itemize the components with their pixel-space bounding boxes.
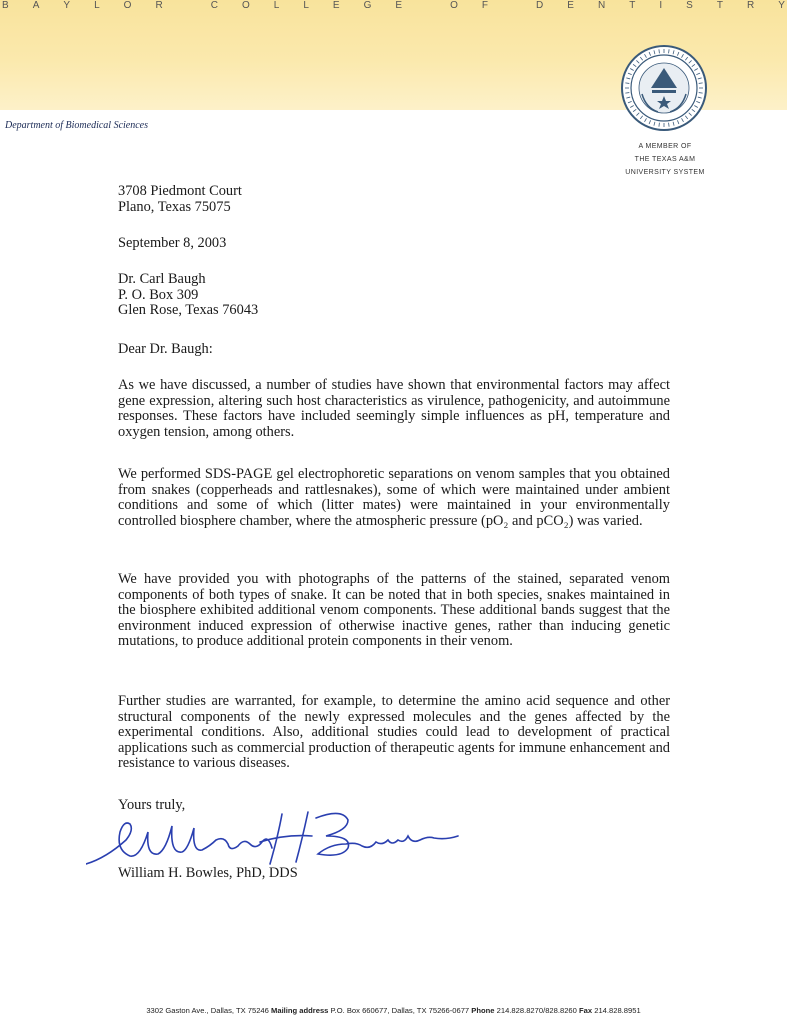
seal-tick — [669, 49, 670, 53]
footer-mailing: P.O. Box 660677, Dallas, TX 75266-0677 — [330, 1006, 470, 1015]
body-paragraph: Further studies are warranted, for example, to determine the amino acid sequence and other structural components of the newly expressed molecules and the genes affected by the experimental conditions. Also, additional studies could lead to development of practical applications such as commercial production of therapeutic agents for immune enhancement and resistance to various diseases. — [118, 693, 670, 772]
seal-tick — [669, 123, 670, 127]
footer-street: 3302 Gaston Ave., Dallas, TX 75246 — [146, 1006, 269, 1015]
college-name-letter: C — [210, 0, 218, 11]
college-name-letter: R — [155, 0, 163, 11]
college-name — [0, 0, 787, 16]
college-name-letter: N — [597, 0, 606, 11]
body-paragraph: We performed SDS-PAGE gel electrophoretic separations on venom samples that you obtained from snakes (copperheads and rattlesnakes), some of which were maintained under ambient conditions and some of which (litter mates) were maintained in your environmentally controlled biosphere chamber, where the atmospheric pressure (pO₂ and pCO₂) was varied. — [118, 466, 670, 529]
seal-tick — [625, 83, 629, 84]
footer-phone: 214.828.8270/828.8260 — [496, 1006, 577, 1015]
recipient-line: Dr. Carl Baugh — [118, 271, 206, 287]
college-name-letter: T — [629, 0, 636, 11]
footer-fax: 214.828.8951 — [594, 1006, 641, 1015]
seal-tick — [699, 93, 703, 94]
recipient-line: Glen Rose, Texas 76043 — [118, 302, 259, 319]
college-name-letter: G — [363, 0, 372, 11]
member-line: UNIVERSITY SYSTEM — [625, 169, 705, 176]
body-paragraph: We have provided you with photographs of the patterns of the stained, separated venom components of both types of snake. It can be noted that in both species, snakes maintained in the biosphere exhibited additional venom components. These additional bands suggest that the environment induced expression of otherwise inactive genes, rather than inducing genetic mutations, to produce additional protein components in their venom. — [118, 571, 670, 650]
college-name-letter: L — [303, 0, 309, 11]
college-name-letter: O — [450, 0, 458, 11]
college-name-letter: Y — [63, 0, 71, 11]
letter-date: September 8, 2003 — [118, 235, 227, 251]
footer-fax-label: Fax — [579, 1006, 593, 1015]
college-name-letter: F — [481, 0, 488, 11]
member-line: THE TEXAS A&M — [634, 156, 696, 163]
college-seal-icon — [620, 44, 708, 132]
closing: Yours truly, — [118, 797, 186, 813]
body-paragraph: As we have discussed, a number of studies have shown that environmental factors may affect gene expression, altering such host characteristics as virulence, pathogenicity, and autoimmune responses. These factors have included seemingly simple influences as pH, temperature and oxygen tension, among others. — [118, 377, 670, 440]
address-line: 3708 Piedmont Court — [118, 183, 242, 199]
college-name-letter: R — [746, 0, 755, 11]
college-name-letter: E — [395, 0, 403, 11]
seal-tick — [625, 93, 629, 94]
college-name-letter: E — [567, 0, 574, 11]
seal-tick — [659, 123, 660, 127]
salutation: Dear Dr. Baugh: — [118, 341, 213, 357]
college-name-letter: Y — [778, 0, 785, 11]
college-name-letter: S — [686, 0, 693, 11]
college-name-letter: L — [94, 0, 100, 11]
recipient-line: P. O. Box 309 — [118, 286, 199, 303]
seal-tick — [699, 83, 703, 84]
member-line: A MEMBER OF — [638, 143, 692, 150]
college-name-letter: E — [332, 0, 340, 11]
recipient-address — [118, 272, 670, 319]
college-name-letter: A — [32, 0, 40, 11]
footer-phone-label: Phone — [471, 1006, 495, 1015]
seal-tick — [659, 49, 660, 53]
address-line: Plano, Texas 75075 — [118, 198, 231, 215]
college-name-letter: I — [659, 0, 663, 11]
member-of-notice — [600, 140, 730, 179]
letterhead-footer — [0, 1006, 787, 1015]
college-name-letter: O — [123, 0, 132, 11]
college-name-letter: B — [2, 0, 9, 11]
college-name-letter: T — [716, 0, 723, 11]
signer-name: William H. Bowles, PhD, DDS — [118, 865, 298, 881]
college-name-letter: O — [241, 0, 250, 11]
college-name-letter: D — [536, 0, 544, 11]
college-name-letter: L — [273, 0, 280, 11]
department-name: Department of Biomedical Sciences — [5, 120, 149, 131]
sender-address — [118, 184, 670, 215]
footer-mailing-label: Mailing address — [271, 1006, 329, 1015]
